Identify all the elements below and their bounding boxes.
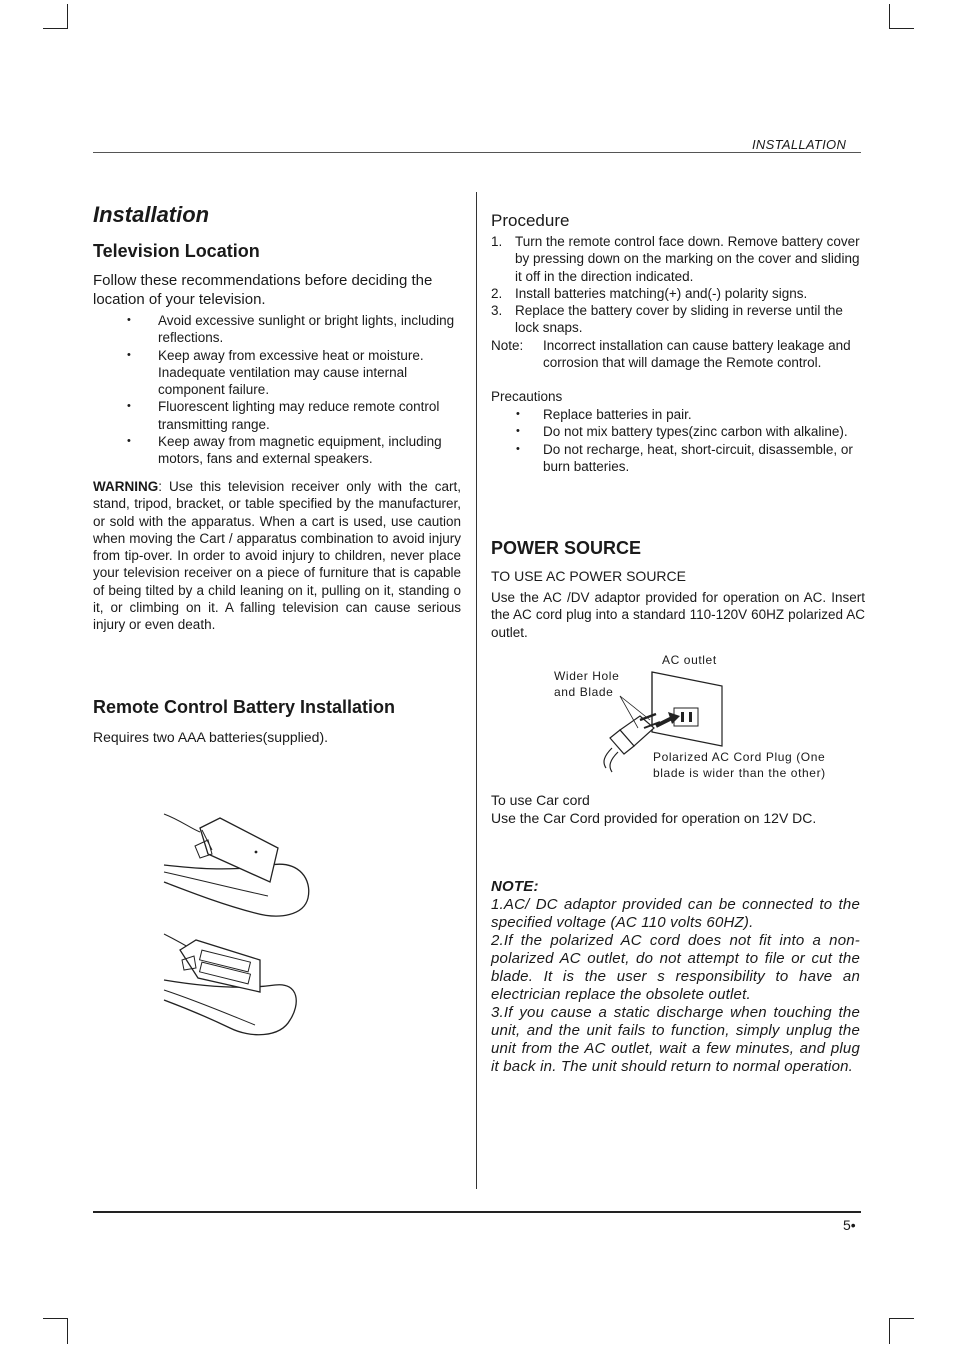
list-item: • Avoid excessive sunlight or bright lights, including reflections. <box>127 313 455 346</box>
remote-heading: Remote Control Battery Installation <box>93 697 396 717</box>
bullet-mark: • <box>516 442 520 455</box>
crop-mark-top-left-h <box>43 28 68 29</box>
list-item: 2. Install batteries matching(+) and(-) polarity signs. <box>491 285 808 301</box>
column-divider <box>476 192 477 1189</box>
precautions-label: Precautions <box>491 389 563 404</box>
warning-label: WARNING <box>93 479 159 494</box>
procedure-heading: Procedure <box>491 211 570 230</box>
procedure-note: Note: Incorrect installation can cause battery leakage and corrosion that will damage the Remote control. <box>491 338 851 371</box>
list-item: • Keep away from magnetic equipment, including motors, fans and external speakers. <box>127 434 442 467</box>
tv-location-heading: Television Location <box>93 241 260 261</box>
note-item-1: 1.AC/ DC adaptor provided can be connected to the specified voltage (AC 110 volts 60HZ). <box>491 896 860 931</box>
page-title: Installation <box>93 202 210 227</box>
crop-mark-bottom-right-v <box>889 1318 890 1344</box>
car-cord-title: To use Car cord <box>491 792 590 808</box>
plug-label-2: blade is wider than the other) <box>653 766 826 780</box>
note-item-2: 2.If the polarized AC cord does not fit into a non-polarized AC outlet, do not attempt to file or cut the blade. It is the user s responsibility to have an electrician replace the obsolete outlet. <box>491 932 860 1003</box>
list-item: • Do not recharge, heat, short-circuit, disassemble, or burn batteries. <box>516 441 853 474</box>
bullet-mark: • <box>127 314 131 326</box>
list-item: 3. Replace the battery cover by sliding in reverse until the lock snaps. <box>491 303 843 336</box>
bullet-mark: • <box>516 425 520 438</box>
bullet-mark: • <box>516 408 520 420</box>
crop-mark-top-right-v <box>889 4 890 28</box>
plug-label-1: Polarized AC Cord Plug (One <box>653 750 826 764</box>
ac-power-text: Use the AC /DV adaptor provided for operation on AC. Insert the AC cord plug into a standard 110-120V 60HZ polarized AC outlet. <box>491 590 865 640</box>
wider-hole-label-1: Wider Hole <box>554 669 620 683</box>
list-item: • Keep away from excessive heat or moisture. Inadequate ventilation may cause internal component failure. <box>127 347 424 398</box>
crop-mark-bottom-right-h <box>889 1318 914 1319</box>
car-cord-text: Use the Car Cord provided for operation on 12V DC. <box>491 810 817 826</box>
bullet-mark: • <box>127 435 131 448</box>
list-item: • Fluorescent lighting may reduce remote control transmitting range. <box>127 399 440 432</box>
warning-text: : Use this television receiver only with the cart, stand, tripod, bracket, or table specified by the manufacturer, or sold with the apparatus. When a cart is used, use caution when moving the Cart / apparatus combination to avoid injury from tip-over. In order to avoid injury to children, never place your television receiver on a piece of furniture that is capable of being tilted by a child leaning on it, pulling on it, standing o it, or climbing on it. A falling television can cause serious injury or even death. <box>93 479 461 633</box>
crop-mark-bottom-left-h <box>43 1318 68 1319</box>
precautions-list <box>491 406 863 475</box>
remote-battery-illustration <box>160 810 320 1045</box>
outlet-label: AC outlet <box>662 653 717 667</box>
ac-power-title: TO USE AC POWER SOURCE <box>491 568 686 584</box>
running-header: INSTALLATION <box>752 137 847 152</box>
list-item: • Replace batteries in pair. <box>516 407 692 422</box>
note-item-3: 3.If you cause a static discharge when touching the unit, and the unit fails to function, simply unplug the unit from the AC outlet, wait a few minutes, and plug it back in. The unit should return to normal operation. <box>491 1004 860 1075</box>
tv-location-intro: Follow these recommendations before deciding the location of your television. <box>93 272 433 308</box>
list-item: 1. Turn the remote control face down. Remove battery cover by pressing down on the marking on the cover and sliding it off in the direction indicated. <box>491 234 860 284</box>
power-source-heading: POWER SOURCE <box>491 538 642 558</box>
warning-paragraph <box>93 478 461 634</box>
header-rule <box>93 152 861 153</box>
page-number: 5• <box>843 1217 856 1233</box>
crop-mark-top-left-v <box>67 4 68 28</box>
list-item: • Do not mix battery types(zinc carbon with alkaline). <box>516 424 848 440</box>
bullet-mark: • <box>127 348 131 361</box>
bullet-mark: • <box>127 400 131 413</box>
procedure-steps <box>491 233 863 337</box>
crop-mark-top-right-h <box>889 28 914 29</box>
wider-hole-label-2: and Blade <box>554 685 614 699</box>
note-block <box>491 878 860 1076</box>
tv-location-bullets <box>93 312 465 468</box>
remote-requires: Requires two AAA batteries(supplied). <box>93 729 329 745</box>
note-label: NOTE: <box>491 878 539 895</box>
crop-mark-bottom-left-v <box>67 1318 68 1344</box>
footer-rule <box>93 1211 861 1213</box>
